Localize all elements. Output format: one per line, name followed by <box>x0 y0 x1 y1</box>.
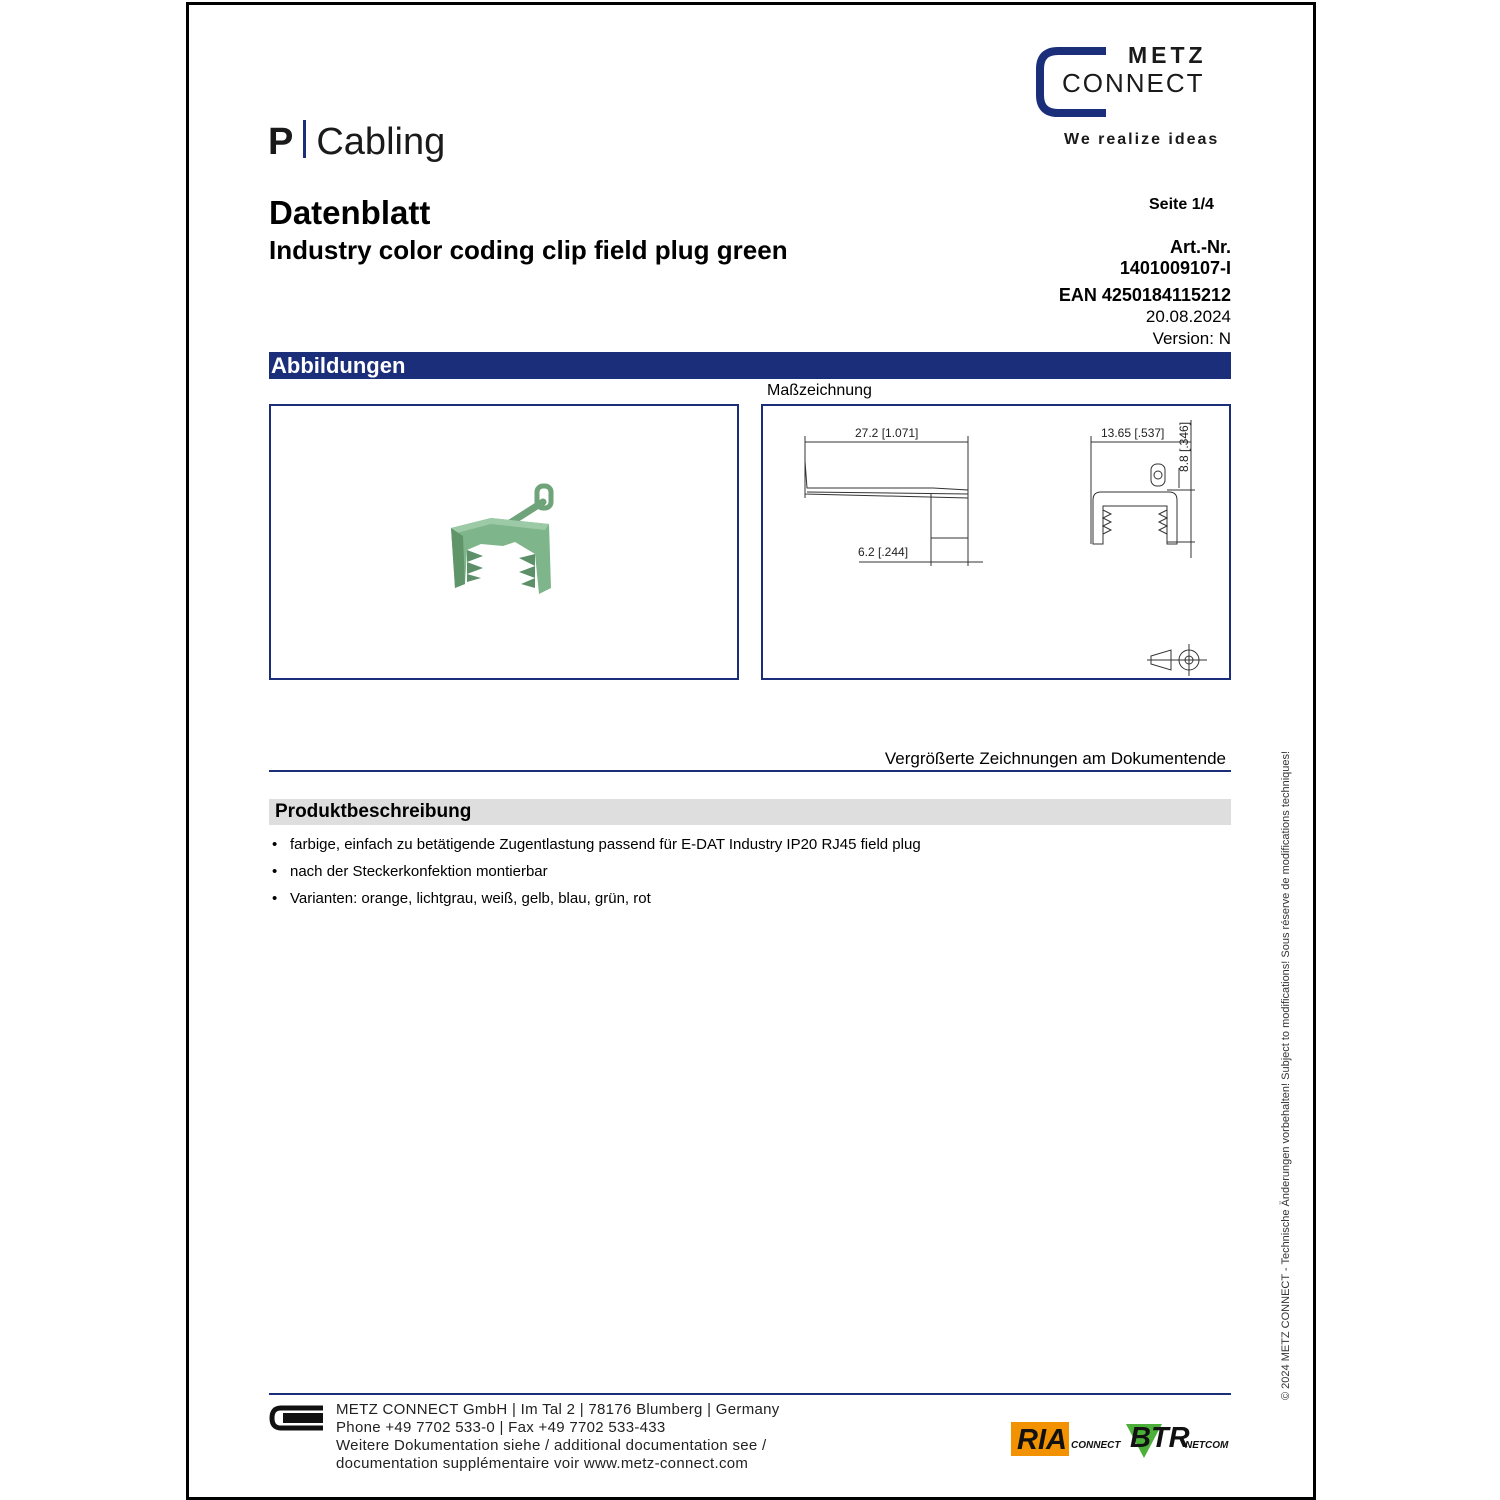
list-item <box>272 836 921 863</box>
product-image <box>271 406 737 678</box>
bullet: • <box>272 863 278 880</box>
footer-divider <box>269 1393 1231 1395</box>
footer-logo-icon <box>269 1404 325 1432</box>
document-version: Version: N <box>1152 329 1231 348</box>
document-subtitle: Industry color coding clip field plug green <box>269 235 788 265</box>
document-date: 20.08.2024 <box>1145 307 1231 326</box>
category-letter: P <box>268 121 294 163</box>
section-divider <box>269 770 1231 772</box>
btr-logo-sub: NETCOM <box>1185 1440 1229 1451</box>
list-item-text: farbige, einfach zu betätigende Zugentlastung passend für E-DAT Industry IP20 RJ45 field plug <box>290 836 921 853</box>
dimension-drawing <box>763 406 1229 678</box>
ria-connect-logo <box>1011 1422 1069 1456</box>
document-title: Datenblatt <box>269 194 431 231</box>
list-item <box>272 890 921 917</box>
bullet: • <box>272 890 278 907</box>
ria-logo-sub: CONNECT <box>1071 1440 1121 1451</box>
list-item-text: nach der Steckerkonfektion montierbar <box>290 863 548 880</box>
brand-name-bottom: CONNECT <box>1062 68 1205 98</box>
category-name: Cabling <box>316 121 446 163</box>
footer-phone: Phone +49 7702 533-0 | Fax +49 7702 533-433 <box>336 1419 666 1436</box>
article-label: Art.-Nr. <box>1169 237 1231 257</box>
brand-tagline: We realize ideas <box>1064 131 1220 148</box>
brand-name-top: METZ <box>1128 42 1207 68</box>
section-header-description <box>269 799 1231 825</box>
bullet: • <box>272 836 278 853</box>
feature-list <box>272 836 921 917</box>
footer-docs-line1: Weitere Dokumentation siehe / additional documentation see / <box>336 1437 767 1454</box>
section-header-figures <box>269 352 1231 379</box>
dim-height-label: 8.8 [.346] <box>1177 421 1191 472</box>
section-title: Abbildungen <box>271 353 406 378</box>
btr-logo-text: BTR <box>1130 1422 1190 1454</box>
copyright-side-note: © 2024 METZ CONNECT - Technische Änderungen vorbehalten! Subject to modifications! Sous réserve de modifications techniques! <box>1280 750 1292 1400</box>
dim-width-label: 13.65 [.537] <box>1101 426 1165 440</box>
enlarged-drawings-note: Vergrößerte Zeichnungen am Dokumentende <box>884 749 1226 768</box>
dim-offset-label: 6.2 [.244] <box>858 545 909 559</box>
footer-docs-line2: documentation supplémentaire voir www.metz-connect.com <box>336 1455 749 1472</box>
ean-number: EAN 4250184115212 <box>1058 285 1231 305</box>
article-number: 1401009107-I <box>1119 258 1231 278</box>
footer-address: METZ CONNECT GmbH | Im Tal 2 | 78176 Blumberg | Germany <box>336 1401 780 1418</box>
category-divider <box>303 120 306 158</box>
category-heading <box>268 120 445 164</box>
list-item <box>272 863 921 890</box>
product-image-box <box>269 404 739 680</box>
list-item-text: Varianten: orange, lichtgrau, weiß, gelb, blau, grün, rot <box>290 890 651 907</box>
dim-length-label: 27.2 [1.071] <box>855 426 919 440</box>
description-title: Produktbeschreibung <box>275 801 472 822</box>
page-number: Seite 1/4 <box>1149 196 1214 213</box>
ria-logo-text: RIA <box>1017 1424 1067 1456</box>
drawing-caption: Maßzeichnung <box>767 382 872 399</box>
dimension-drawing-box <box>761 404 1231 680</box>
